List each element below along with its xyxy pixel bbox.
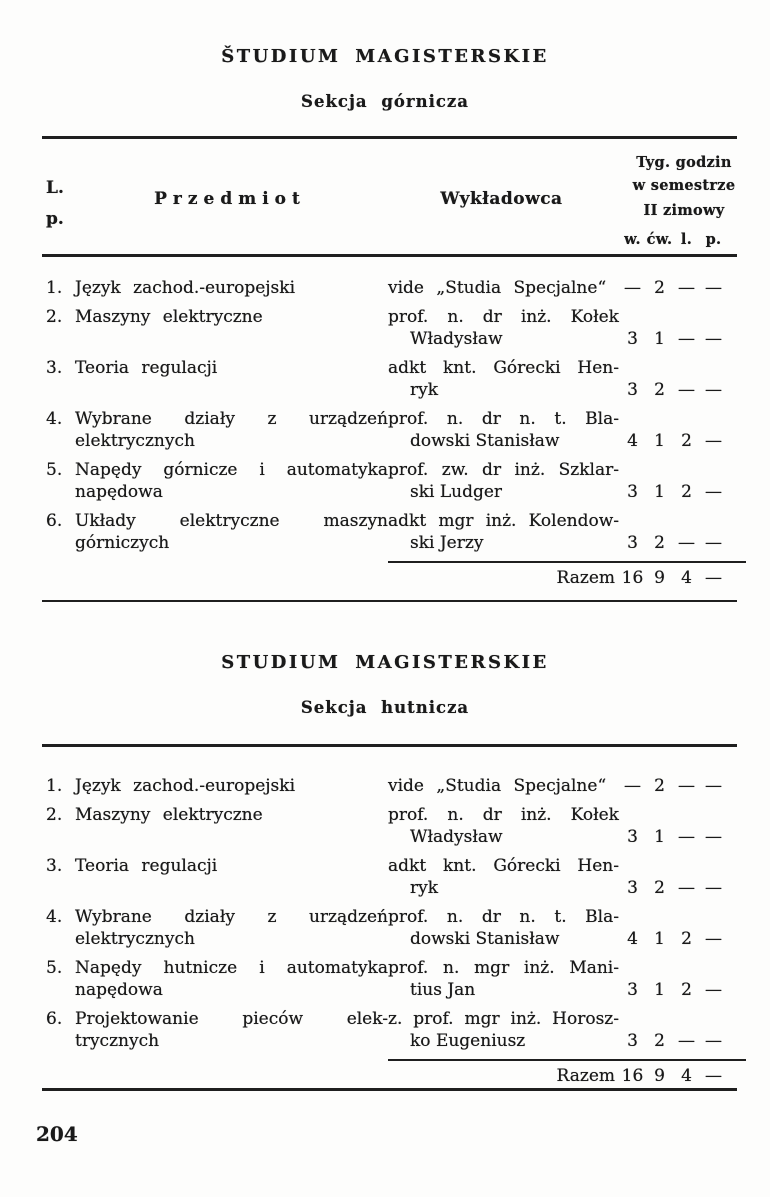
lecturer-cell — [388, 306, 619, 350]
total-divider-line — [388, 561, 746, 563]
lecturer-cell — [388, 957, 619, 1001]
hours-cell: 3 — [627, 980, 638, 1000]
lecturer-cell — [388, 804, 619, 848]
row-number: 2. — [46, 805, 63, 825]
hours-cell: — — [705, 329, 722, 349]
lecturer-cell — [388, 1008, 619, 1052]
lecturer-cell — [388, 357, 619, 401]
section-subtitle: Sekcja górnicza — [301, 92, 469, 111]
hours-cell: — — [678, 776, 695, 796]
hours-cell: 3 — [627, 827, 638, 847]
lecturer-line: vide „Studia Specjalne“ — [388, 278, 607, 298]
hours-cell: 2 — [654, 776, 665, 796]
lecturer-cell — [388, 277, 619, 299]
section-subtitle: Sekcja hutnicza — [300, 698, 470, 717]
hours-cell: 2 — [654, 533, 665, 553]
subject-line: trycznych — [75, 1031, 160, 1051]
table-row — [0, 408, 770, 452]
subject-cell — [75, 804, 388, 848]
hours-cell: 1 — [654, 827, 665, 847]
hours-cell: 1 — [654, 980, 665, 1000]
subject-line: elektrycznych — [75, 431, 195, 451]
hours-cell: — — [678, 827, 695, 847]
divider-line — [42, 744, 737, 747]
lecturer-cell — [388, 906, 619, 950]
subject-line: Maszyny elektryczne — [75, 805, 263, 825]
table-row — [0, 957, 770, 1001]
hours-cell: — — [678, 533, 695, 553]
section-title: ŠTUDIUM MAGISTERSKIE — [221, 46, 549, 67]
hours-cell: 1 — [654, 482, 665, 502]
hours-cell: — — [705, 533, 722, 553]
total-divider-line — [388, 1059, 746, 1061]
hours-cell: 1 — [654, 929, 665, 949]
lecturer-cell — [388, 775, 619, 797]
hours-cell: 3 — [627, 533, 638, 553]
hours-cell: 4 — [681, 568, 692, 588]
lecturer-line: prof. n. dr inż. Kołek — [388, 307, 619, 327]
row-number: 1. — [46, 776, 63, 796]
row-number: 4. — [46, 409, 63, 429]
hours-cell: 3 — [627, 329, 638, 349]
hours-cell: 2 — [681, 980, 692, 1000]
hours-cell: — — [705, 431, 722, 451]
hours-cell: — — [678, 278, 695, 298]
hours-header-line: II zimowy — [643, 202, 725, 219]
divider-line — [42, 136, 737, 139]
hours-cell: — — [705, 568, 722, 588]
hours-cell: — — [705, 278, 722, 298]
hours-cell: 4 — [627, 431, 638, 451]
column-header-lp — [46, 173, 64, 235]
hours-header-line: Tyg. godzin — [636, 154, 732, 171]
lecturer-cell — [388, 459, 619, 503]
subject-line: Wybrane działy z urządzeń — [75, 409, 388, 429]
hours-cell: — — [705, 776, 722, 796]
row-number: 6. — [46, 511, 63, 531]
hours-col-label: l. — [680, 231, 693, 248]
subject-cell — [75, 1065, 388, 1087]
row-number — [0, 1065, 75, 1087]
page-number: 204 — [36, 1122, 78, 1146]
subject-line: Maszyny elektryczne — [75, 307, 263, 327]
hours-cell: — — [705, 380, 722, 400]
hours-cell: — — [705, 1066, 722, 1086]
hours-cell: 1 — [654, 329, 665, 349]
column-header-subject: Przedmiot — [154, 189, 306, 209]
hours-cell: 3 — [627, 482, 638, 502]
row-number — [0, 567, 75, 589]
lecturer-line: prof. n. dr inż. Kołek — [388, 805, 619, 825]
subject-cell — [75, 855, 388, 899]
hours-cell: 16 — [621, 568, 644, 588]
subject-line: Układy elektryczne maszyn — [75, 511, 388, 531]
hours-cell: 3 — [627, 1031, 638, 1051]
lecturer-line: prof. n. dr n. t. Bla- — [388, 907, 619, 927]
table-row — [0, 1008, 770, 1052]
subject-line: Teoria regulacji — [75, 358, 218, 378]
row-number: 3. — [46, 358, 63, 378]
hours-cell: 3 — [627, 380, 638, 400]
subject-cell — [75, 957, 388, 1001]
row-number: 3. — [46, 856, 63, 876]
subject-cell — [75, 906, 388, 950]
lecturer-line: ski Jerzy — [410, 533, 484, 553]
subject-cell — [75, 775, 388, 797]
hours-cell: — — [705, 878, 722, 898]
subject-line: Napędy górnicze i automatyka — [75, 460, 388, 480]
section-title: STUDIUM MAGISTERSKIE — [221, 652, 549, 673]
row-number: 5. — [46, 958, 63, 978]
lecturer-line: adkt mgr inż. Kolendow- — [388, 511, 619, 531]
hours-cell: — — [678, 1031, 695, 1051]
lecturer-cell — [388, 510, 619, 554]
hours-header-line: w semestrze — [632, 177, 736, 194]
subject-cell — [75, 510, 388, 554]
hours-cell: — — [678, 878, 695, 898]
hours-cell: 2 — [654, 278, 665, 298]
hours-col-label: w. — [624, 231, 641, 248]
hours-cell: 9 — [654, 1066, 665, 1086]
total-row — [0, 1065, 770, 1087]
lecturer-line: adkt knt. Górecki Hen- — [388, 856, 619, 876]
subject-line: elektrycznych — [75, 929, 195, 949]
table-row — [0, 277, 770, 299]
lecturer-line: ko Eugeniusz — [410, 1031, 526, 1051]
hours-cell: 4 — [681, 1066, 692, 1086]
row-number: 5. — [46, 460, 63, 480]
hours-cell: 2 — [654, 1031, 665, 1051]
hours-cell: — — [705, 482, 722, 502]
subject-line: napędowa — [75, 980, 163, 1000]
lecturer-line: prof. n. dr n. t. Bla- — [388, 409, 619, 429]
hours-cell: — — [624, 278, 641, 298]
hours-cell: 3 — [627, 878, 638, 898]
divider-line — [42, 254, 737, 257]
subject-line: napędowa — [75, 482, 163, 502]
subject-cell — [75, 1008, 388, 1052]
hours-cell: — — [678, 380, 695, 400]
lecturer-line: z. prof. mgr inż. Horosz- — [388, 1009, 619, 1029]
row-number: 4. — [46, 907, 63, 927]
subject-cell — [75, 277, 388, 299]
subject-line: Napędy hutnicze i automatyka — [75, 958, 388, 978]
hours-cell: — — [705, 827, 722, 847]
hours-cell: — — [705, 980, 722, 1000]
subject-cell — [75, 567, 388, 589]
row-number: 1. — [46, 278, 63, 298]
hours-cell: 16 — [621, 1066, 644, 1086]
table-row — [0, 510, 770, 554]
table-row — [0, 459, 770, 503]
subject-cell — [75, 459, 388, 503]
lecturer-cell — [388, 855, 619, 899]
subject-line: Wybrane działy z urządzeń — [75, 907, 388, 927]
hours-cell: 9 — [654, 568, 665, 588]
hours-col-label: ćw. — [646, 231, 673, 248]
lecturer-line: prof. zw. dr inż. Szklar- — [388, 460, 619, 480]
lp-line: p. — [46, 209, 64, 229]
hours-cell: — — [705, 929, 722, 949]
lecturer-line: dowski Stanisław — [410, 431, 560, 451]
lecturer-line: ski Ludger — [410, 482, 503, 502]
table-row — [0, 855, 770, 899]
lecturer-line: tius Jan — [410, 980, 476, 1000]
subject-cell — [75, 357, 388, 401]
hours-subcolumn-labels — [619, 231, 727, 248]
lecturer-line: Władysław — [410, 329, 503, 349]
lecturer-line: Władysław — [410, 827, 503, 847]
table-row — [0, 306, 770, 350]
subject-cell — [75, 306, 388, 350]
lecturer-line: ryk — [410, 380, 439, 400]
table-row — [0, 775, 770, 797]
lecturer-line: dowski Stanisław — [410, 929, 560, 949]
column-header-hours — [608, 151, 760, 248]
hours-cell: 2 — [681, 431, 692, 451]
course-table-hutnicza — [0, 775, 770, 1087]
table-row — [0, 357, 770, 401]
table-row — [0, 906, 770, 950]
hours-cell: 2 — [681, 482, 692, 502]
row-number: 6. — [46, 1009, 63, 1029]
hours-cell: 4 — [627, 929, 638, 949]
lp-line: L. — [46, 178, 64, 198]
row-number: 2. — [46, 307, 63, 327]
hours-cell: 1 — [654, 431, 665, 451]
subject-cell — [75, 408, 388, 452]
hours-cell: — — [624, 776, 641, 796]
subject-line: Projektowanie pieców elek- — [75, 1009, 388, 1029]
hours-cell: — — [705, 1031, 722, 1051]
lecturer-line: prof. n. mgr inż. Mani- — [388, 958, 619, 978]
lecturer-line: adkt knt. Górecki Hen- — [388, 358, 619, 378]
table-row — [0, 804, 770, 848]
total-label: Razem — [556, 568, 615, 588]
hours-cell: 2 — [681, 929, 692, 949]
column-header-lecturer: Wykładowca — [440, 189, 563, 209]
subject-line: Teoria regulacji — [75, 856, 218, 876]
lecturer-cell — [388, 408, 619, 452]
subject-line: górniczych — [75, 533, 170, 553]
lecturer-line: vide „Studia Specjalne“ — [388, 776, 607, 796]
table-header — [0, 150, 770, 254]
divider-line — [42, 1088, 737, 1091]
hours-cell: — — [678, 329, 695, 349]
course-table-gornicza — [0, 277, 770, 589]
lecturer-line: ryk — [410, 878, 439, 898]
total-label: Razem — [556, 1066, 615, 1086]
subject-line: Język zachod.-europejski — [75, 776, 296, 796]
hours-col-label: p. — [705, 231, 722, 248]
hours-cell: 2 — [654, 380, 665, 400]
hours-cell: 2 — [654, 878, 665, 898]
subject-line: Język zachod.-europejski — [75, 278, 296, 298]
divider-line — [42, 600, 737, 602]
total-row — [0, 567, 770, 589]
